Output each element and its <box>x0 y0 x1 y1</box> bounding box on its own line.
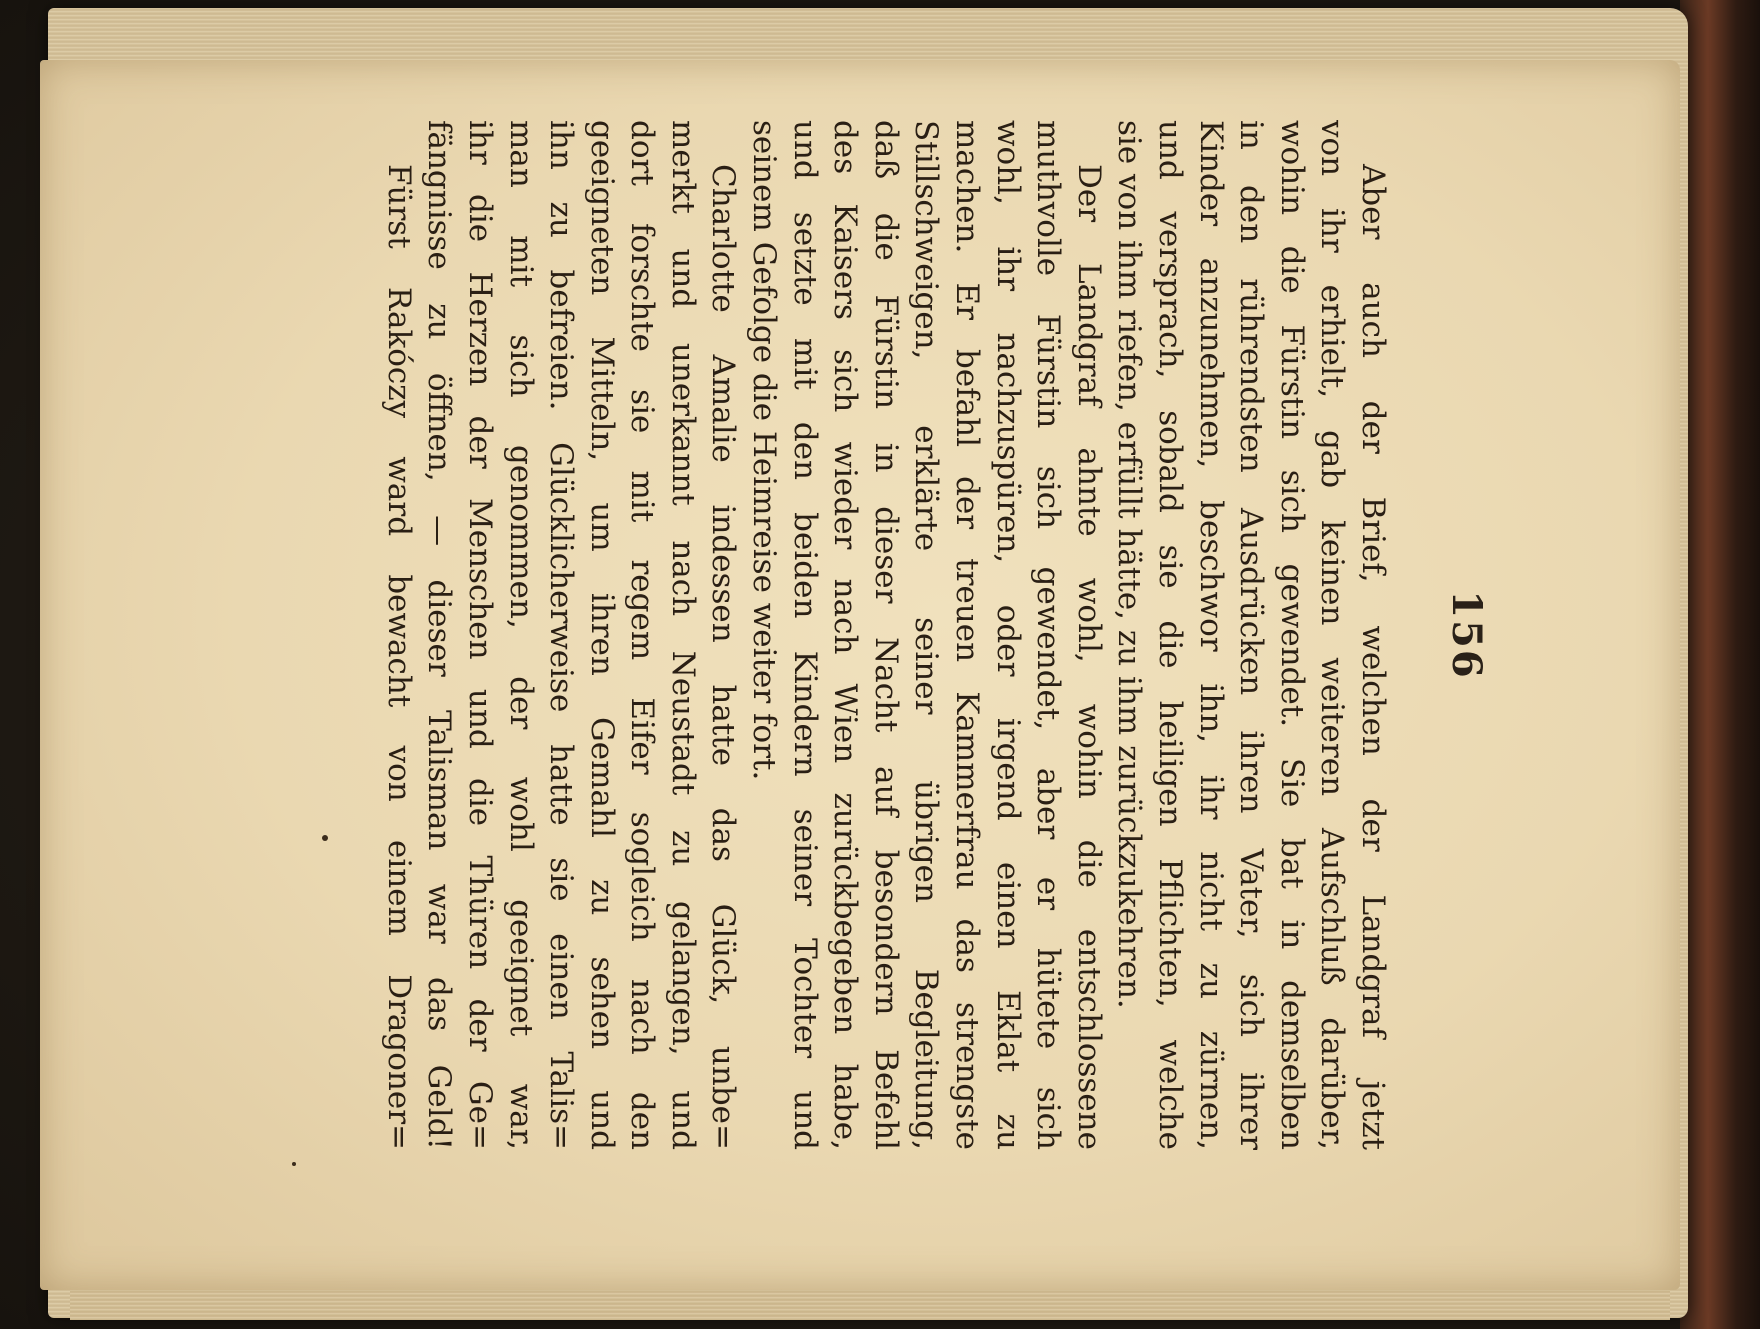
text-line: des Kaisers sich wieder nach Wien zurückbegeben habe, <box>827 120 864 1150</box>
text-line: Der Landgraf ahnte wohl, wohin die entschlossene <box>1070 164 1107 1150</box>
text-line: ihn zu befreien. Glücklicherweise hatte sie einen Talis= <box>543 120 580 1150</box>
page-number: 156 <box>1443 590 1490 680</box>
text-line: wohin die Fürstin sich gewendet. Sie bat in demselben <box>1273 120 1310 1150</box>
text-line: Kinder anzunehmen, beschwor ihn, ihr nicht zu zürnen, <box>1192 120 1229 1150</box>
text-line: sie von ihm riefen, erfüllt hätte, zu ihm zurückzukehren. <box>1111 120 1148 1009</box>
text-line: Fürst Rakóczy ward bewacht von einem Dragoner= <box>380 164 417 1150</box>
text-line: und versprach, sobald sie die heiligen Pflichten, welche <box>1152 120 1189 1150</box>
text-line: merkt und unerkannt nach Neustadt zu gelangen, und <box>664 120 701 1150</box>
text-line: dort forschte sie mit regem Eifer sogleich nach den <box>624 120 661 1150</box>
text-line: fängnisse zu öffnen, — dieser Talisman war das Geld! <box>421 120 458 1150</box>
page-bottom-edge <box>70 1290 1670 1320</box>
text-lines <box>378 120 1393 1150</box>
text-line: Stillschweigen, erklärte seiner übrigen Begleitung, <box>908 120 945 1150</box>
text-line: in den rührendsten Ausdrücken ihren Vater, sich ihrer <box>1233 120 1270 1150</box>
text-line: seinem Gefolge die Heimreise weiter fort. <box>746 120 783 781</box>
text-line: daß die Fürstin in dieser Nacht auf besondern Befehl <box>867 120 904 1150</box>
ink-speck <box>322 835 328 841</box>
book-spine <box>1680 0 1760 1329</box>
text-line: machen. Er befahl der treuen Kammerfrau das strengste <box>949 120 986 1150</box>
text-line: ihr die Herzen der Menschen und die Thüren der Ge= <box>461 120 498 1150</box>
text-line: Aber auch der Brief, welchen der Landgraf jetzt <box>1355 164 1391 1150</box>
text-frame <box>330 120 1490 1150</box>
ink-speck <box>292 1162 296 1166</box>
text-line: man mit sich genommen, der wohl geeignet war, <box>502 120 539 1150</box>
text-line: wohl, ihr nachzuspüren, oder irgend einen Eklat zu <box>989 120 1026 1150</box>
text-line: Charlotte Amalie indessen hatte das Glück, unbe= <box>705 164 742 1150</box>
text-line: geeigneten Mitteln, um ihren Gemahl zu sehen und <box>583 120 620 1150</box>
page-text-block <box>330 120 1490 1150</box>
text-line: von ihr erhielt, gab keinen weiteren Aufschluß darüber, <box>1314 120 1351 1150</box>
text-line: muthvolle Fürstin sich gewendet, aber er hütete sich <box>1030 120 1067 1150</box>
text-line: und setzte mit den beiden Kindern seiner Tochter und <box>786 120 823 1150</box>
